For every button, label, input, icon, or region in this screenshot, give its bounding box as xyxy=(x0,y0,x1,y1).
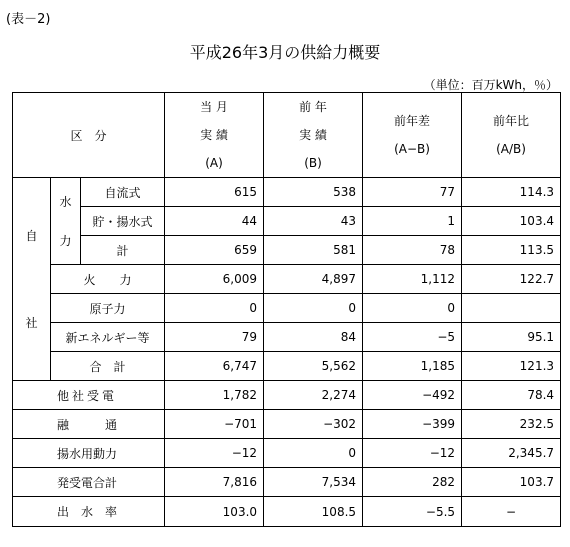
row-label: 合 計 xyxy=(51,352,165,381)
cell-current: 7,816 xyxy=(165,468,264,497)
table-row xyxy=(13,439,561,468)
cell-prev: 2,274 xyxy=(264,381,363,410)
row-label: 出 水 率 xyxy=(13,497,165,527)
cell-prev: 4,897 xyxy=(264,265,363,294)
cell-prev: 0 xyxy=(264,294,363,323)
row-label: 揚水用動力 xyxy=(13,439,165,468)
supply-summary-table xyxy=(12,92,561,527)
table-row xyxy=(13,323,561,352)
row-label: 新エネルギー等 xyxy=(51,323,165,352)
cell-current: 615 xyxy=(165,178,264,207)
cell-diff: −492 xyxy=(363,381,462,410)
cell-diff: 78 xyxy=(363,236,462,265)
cell-current: 0 xyxy=(165,294,264,323)
group-label-own: 自 社 xyxy=(13,178,51,381)
page-title: 平成26年3月の供給力概要 xyxy=(189,43,381,62)
cell-ratio: 113.5 xyxy=(462,236,561,265)
cell-current: −12 xyxy=(165,439,264,468)
column-header-ratio: 前年比 (A/B) xyxy=(462,93,561,178)
table-reference-label: (表－2) xyxy=(6,12,51,27)
cell-prev: 5,562 xyxy=(264,352,363,381)
cell-current: 659 xyxy=(165,236,264,265)
table-row xyxy=(13,497,561,527)
cell-current: 6,747 xyxy=(165,352,264,381)
header-row xyxy=(13,93,561,178)
cell-prev: −302 xyxy=(264,410,363,439)
cell-prev: 7,534 xyxy=(264,468,363,497)
table-row xyxy=(13,207,561,236)
row-label: 火 力 xyxy=(51,265,165,294)
cell-current: 79 xyxy=(165,323,264,352)
cell-current: 1,782 xyxy=(165,381,264,410)
cell-diff: 1,112 xyxy=(363,265,462,294)
cell-ratio: 103.7 xyxy=(462,468,561,497)
row-label: 他社受電 xyxy=(13,381,165,410)
table-row xyxy=(13,178,561,207)
unit-note: （単位：百万kWh，％） xyxy=(423,78,558,92)
table-row xyxy=(13,410,561,439)
column-header-diff: 前年差 (A−B) xyxy=(363,93,462,178)
cell-diff: 1,185 xyxy=(363,352,462,381)
cell-ratio: 232.5 xyxy=(462,410,561,439)
cell-diff: 1 xyxy=(363,207,462,236)
cell-ratio: 95.1 xyxy=(462,323,561,352)
cell-ratio: 122.7 xyxy=(462,265,561,294)
row-label: 計 xyxy=(81,236,165,265)
cell-prev: 538 xyxy=(264,178,363,207)
cell-prev: 0 xyxy=(264,439,363,468)
cell-ratio: 103.4 xyxy=(462,207,561,236)
cell-prev: 84 xyxy=(264,323,363,352)
table-row xyxy=(13,381,561,410)
cell-diff: 282 xyxy=(363,468,462,497)
row-label: 自流式 xyxy=(81,178,165,207)
cell-ratio: 2,345.7 xyxy=(462,439,561,468)
cell-current: 103.0 xyxy=(165,497,264,527)
group-label-hydro: 水 力 xyxy=(51,178,81,265)
cell-diff: −12 xyxy=(363,439,462,468)
column-header-current: 当 月 実 績 (A) xyxy=(165,93,264,178)
cell-current: 6,009 xyxy=(165,265,264,294)
cell-diff: −5.5 xyxy=(363,497,462,527)
cell-diff: 77 xyxy=(363,178,462,207)
cell-current: −701 xyxy=(165,410,264,439)
cell-ratio xyxy=(462,294,561,323)
cell-ratio: 114.3 xyxy=(462,178,561,207)
column-header-prev-year: 前 年 実 績 (B) xyxy=(264,93,363,178)
row-label: 発受電合計 xyxy=(13,468,165,497)
cell-ratio: − xyxy=(462,497,561,527)
table-row xyxy=(13,265,561,294)
row-label: 貯・揚水式 xyxy=(81,207,165,236)
cell-diff: −5 xyxy=(363,323,462,352)
table-row xyxy=(13,352,561,381)
table-row xyxy=(13,468,561,497)
cell-ratio: 78.4 xyxy=(462,381,561,410)
cell-diff: 0 xyxy=(363,294,462,323)
cell-prev: 43 xyxy=(264,207,363,236)
row-label: 原子力 xyxy=(51,294,165,323)
table-row xyxy=(13,236,561,265)
cell-prev: 581 xyxy=(264,236,363,265)
cell-diff: −399 xyxy=(363,410,462,439)
row-label: 融 通 xyxy=(13,410,165,439)
column-header-category: 区 分 xyxy=(13,93,165,178)
cell-prev: 108.5 xyxy=(264,497,363,527)
cell-current: 44 xyxy=(165,207,264,236)
cell-ratio: 121.3 xyxy=(462,352,561,381)
table-row xyxy=(13,294,561,323)
